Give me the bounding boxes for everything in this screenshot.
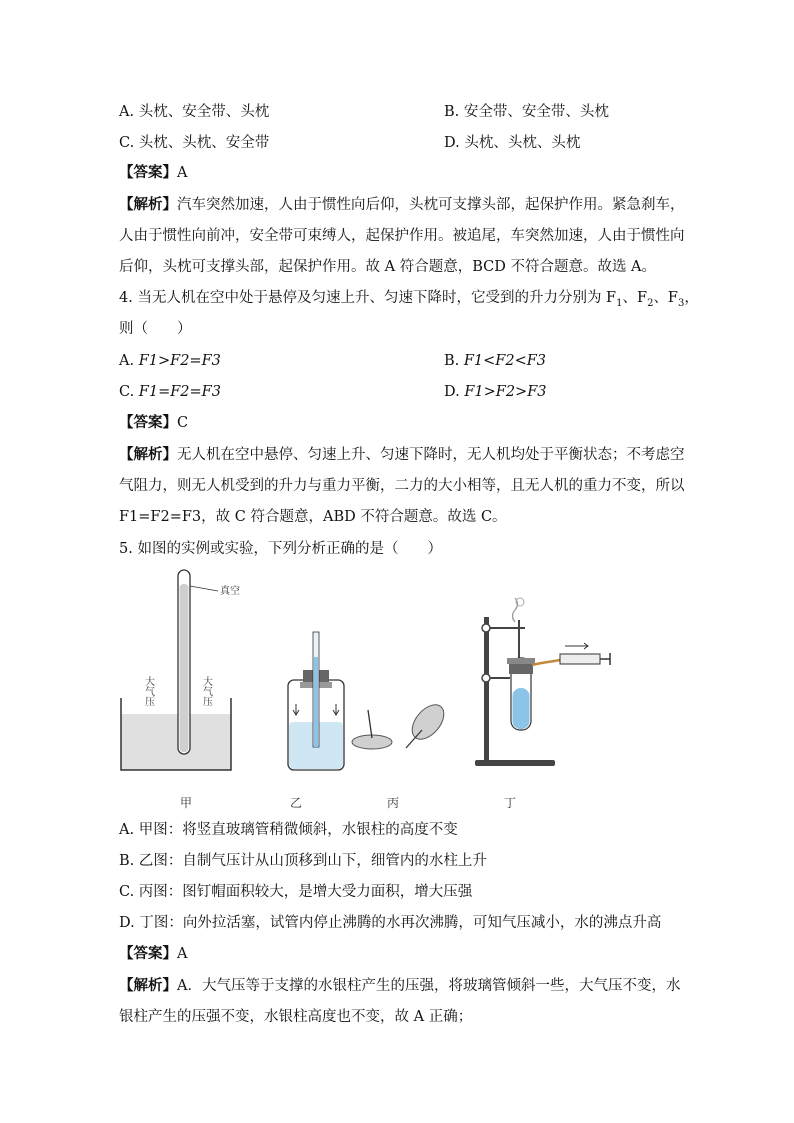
pull-arrow-icon — [565, 643, 588, 649]
atm-right-label: 大气压 — [200, 676, 212, 706]
steam-icon — [513, 598, 518, 622]
q5-option-c: C. 丙图：图钉帽面积较大，是增大受力面积，增大压强 — [119, 884, 473, 900]
figure-label-yi: 乙 — [290, 796, 303, 810]
thumbtack-tilted — [406, 699, 450, 745]
q5-stem: 5. 如图的实例或实验，下列分析正确的是（ ） — [119, 541, 442, 557]
tube-water — [314, 657, 318, 747]
q3-analysis-line-2: 人由于惯性向前冲，安全带可束缚人，起保护作用。被追尾，车突然加速，人由于惯性向 — [119, 228, 685, 244]
q4-answer: 【答案】C — [119, 414, 189, 431]
rubber-hose — [532, 660, 560, 665]
thumbtacks — [352, 699, 450, 749]
vacuum-pointer — [190, 586, 218, 591]
clamp-knob-top — [482, 624, 490, 632]
homemade-barometer — [288, 632, 344, 770]
q4-analysis-line-2: 气阻力，则无人机受到的升力与重力平衡，二力的大小相等，且无人机的重力不变，所以 — [119, 478, 685, 494]
q5-answer: 【答案】A — [119, 945, 188, 962]
syringe-barrel — [560, 654, 600, 664]
q5-figure — [110, 562, 630, 812]
q3-option-b: B. 安全带、安全带、头枕 — [444, 104, 609, 120]
q4-stem-line-1: 4. 当无人机在空中处于悬停及匀速上升、匀速下降时，它受到的升力分别为 $F_1$、$F_2$、$F_3$， — [119, 290, 699, 309]
q4-analysis-line-1: 【解析】无人机在空中悬停、匀速上升、匀速下降时，无人机均处于平衡状态；不考虑空 — [119, 446, 685, 463]
q3-option-c: C. 头枕、头枕、安全带 — [119, 135, 270, 151]
q4-option-b: B. F1<F2<F3 — [444, 353, 547, 369]
q3-analysis-line-1: 【解析】汽车突然加速，人由于惯性向后仰，头枕可支撑头部，起保护作用。紧急刹车， — [119, 196, 685, 213]
q5-analysis-line-1: 【解析】A．大气压等于支撑的水银柱产生的压强，将玻璃管倾斜一些，大气压不变，水 — [119, 977, 681, 994]
clamp-bottom-ring — [507, 658, 535, 664]
q3-option-a: A. 头枕、安全带、头枕 — [119, 104, 270, 120]
q5-analysis-line-2: 银柱产生的压强不变，水银柱高度也不变，故 A 正确； — [119, 1009, 473, 1025]
thumbtack-pin-1 — [368, 710, 372, 738]
test-tube-stopper — [509, 664, 533, 674]
q5-figure-svg — [110, 562, 630, 812]
figure-label-jia: 甲 — [180, 796, 193, 810]
torricelli-experiment — [121, 570, 240, 770]
q3-option-d: D. 头枕、头枕、头枕 — [444, 135, 581, 151]
vacuum-label: 真空 — [220, 586, 240, 597]
boiling-experiment — [475, 598, 610, 766]
q4-analysis-line-3: F1=F2=F3，故 C 符合题意，ABD 不符合题意。故选 C。 — [119, 509, 507, 525]
q4-option-c: C. F1=F2=F3 — [119, 384, 221, 400]
q4-option-d: D. F1>F2>F3 — [444, 384, 547, 400]
q3-analysis-line-3: 后仰，头枕可支撑头部，起保护作用。故 A 符合题意，BCD 不符合题意。故选 A。 — [119, 259, 657, 275]
q3-answer: 【答案】A — [119, 164, 188, 181]
stand-pole — [484, 617, 489, 762]
q5-option-d: D. 丁图：向外拉活塞，试管内停止沸腾的水再次沸腾，可知气压减小，水的沸点升高 — [119, 915, 662, 931]
q4-option-a: A. F1>F2=F3 — [119, 353, 221, 369]
clamp-knob-bottom — [482, 674, 490, 682]
mercury-column — [180, 584, 189, 752]
test-tube-water — [513, 688, 530, 729]
q5-option-b: B. 乙图：自制气压计从山顶移到山下，细管内的水柱上升 — [119, 853, 487, 869]
atm-left-label: 大气压 — [142, 676, 154, 706]
q5-option-a: A. 甲图：将竖直玻璃管稍微倾斜，水银柱的高度不变 — [119, 822, 458, 838]
mercury-trough-fill — [121, 714, 231, 770]
q4-stem-line-2: 则（ ） — [119, 321, 192, 337]
figure-label-bing: 丙 — [387, 796, 400, 810]
figure-label-ding: 丁 — [504, 796, 517, 810]
